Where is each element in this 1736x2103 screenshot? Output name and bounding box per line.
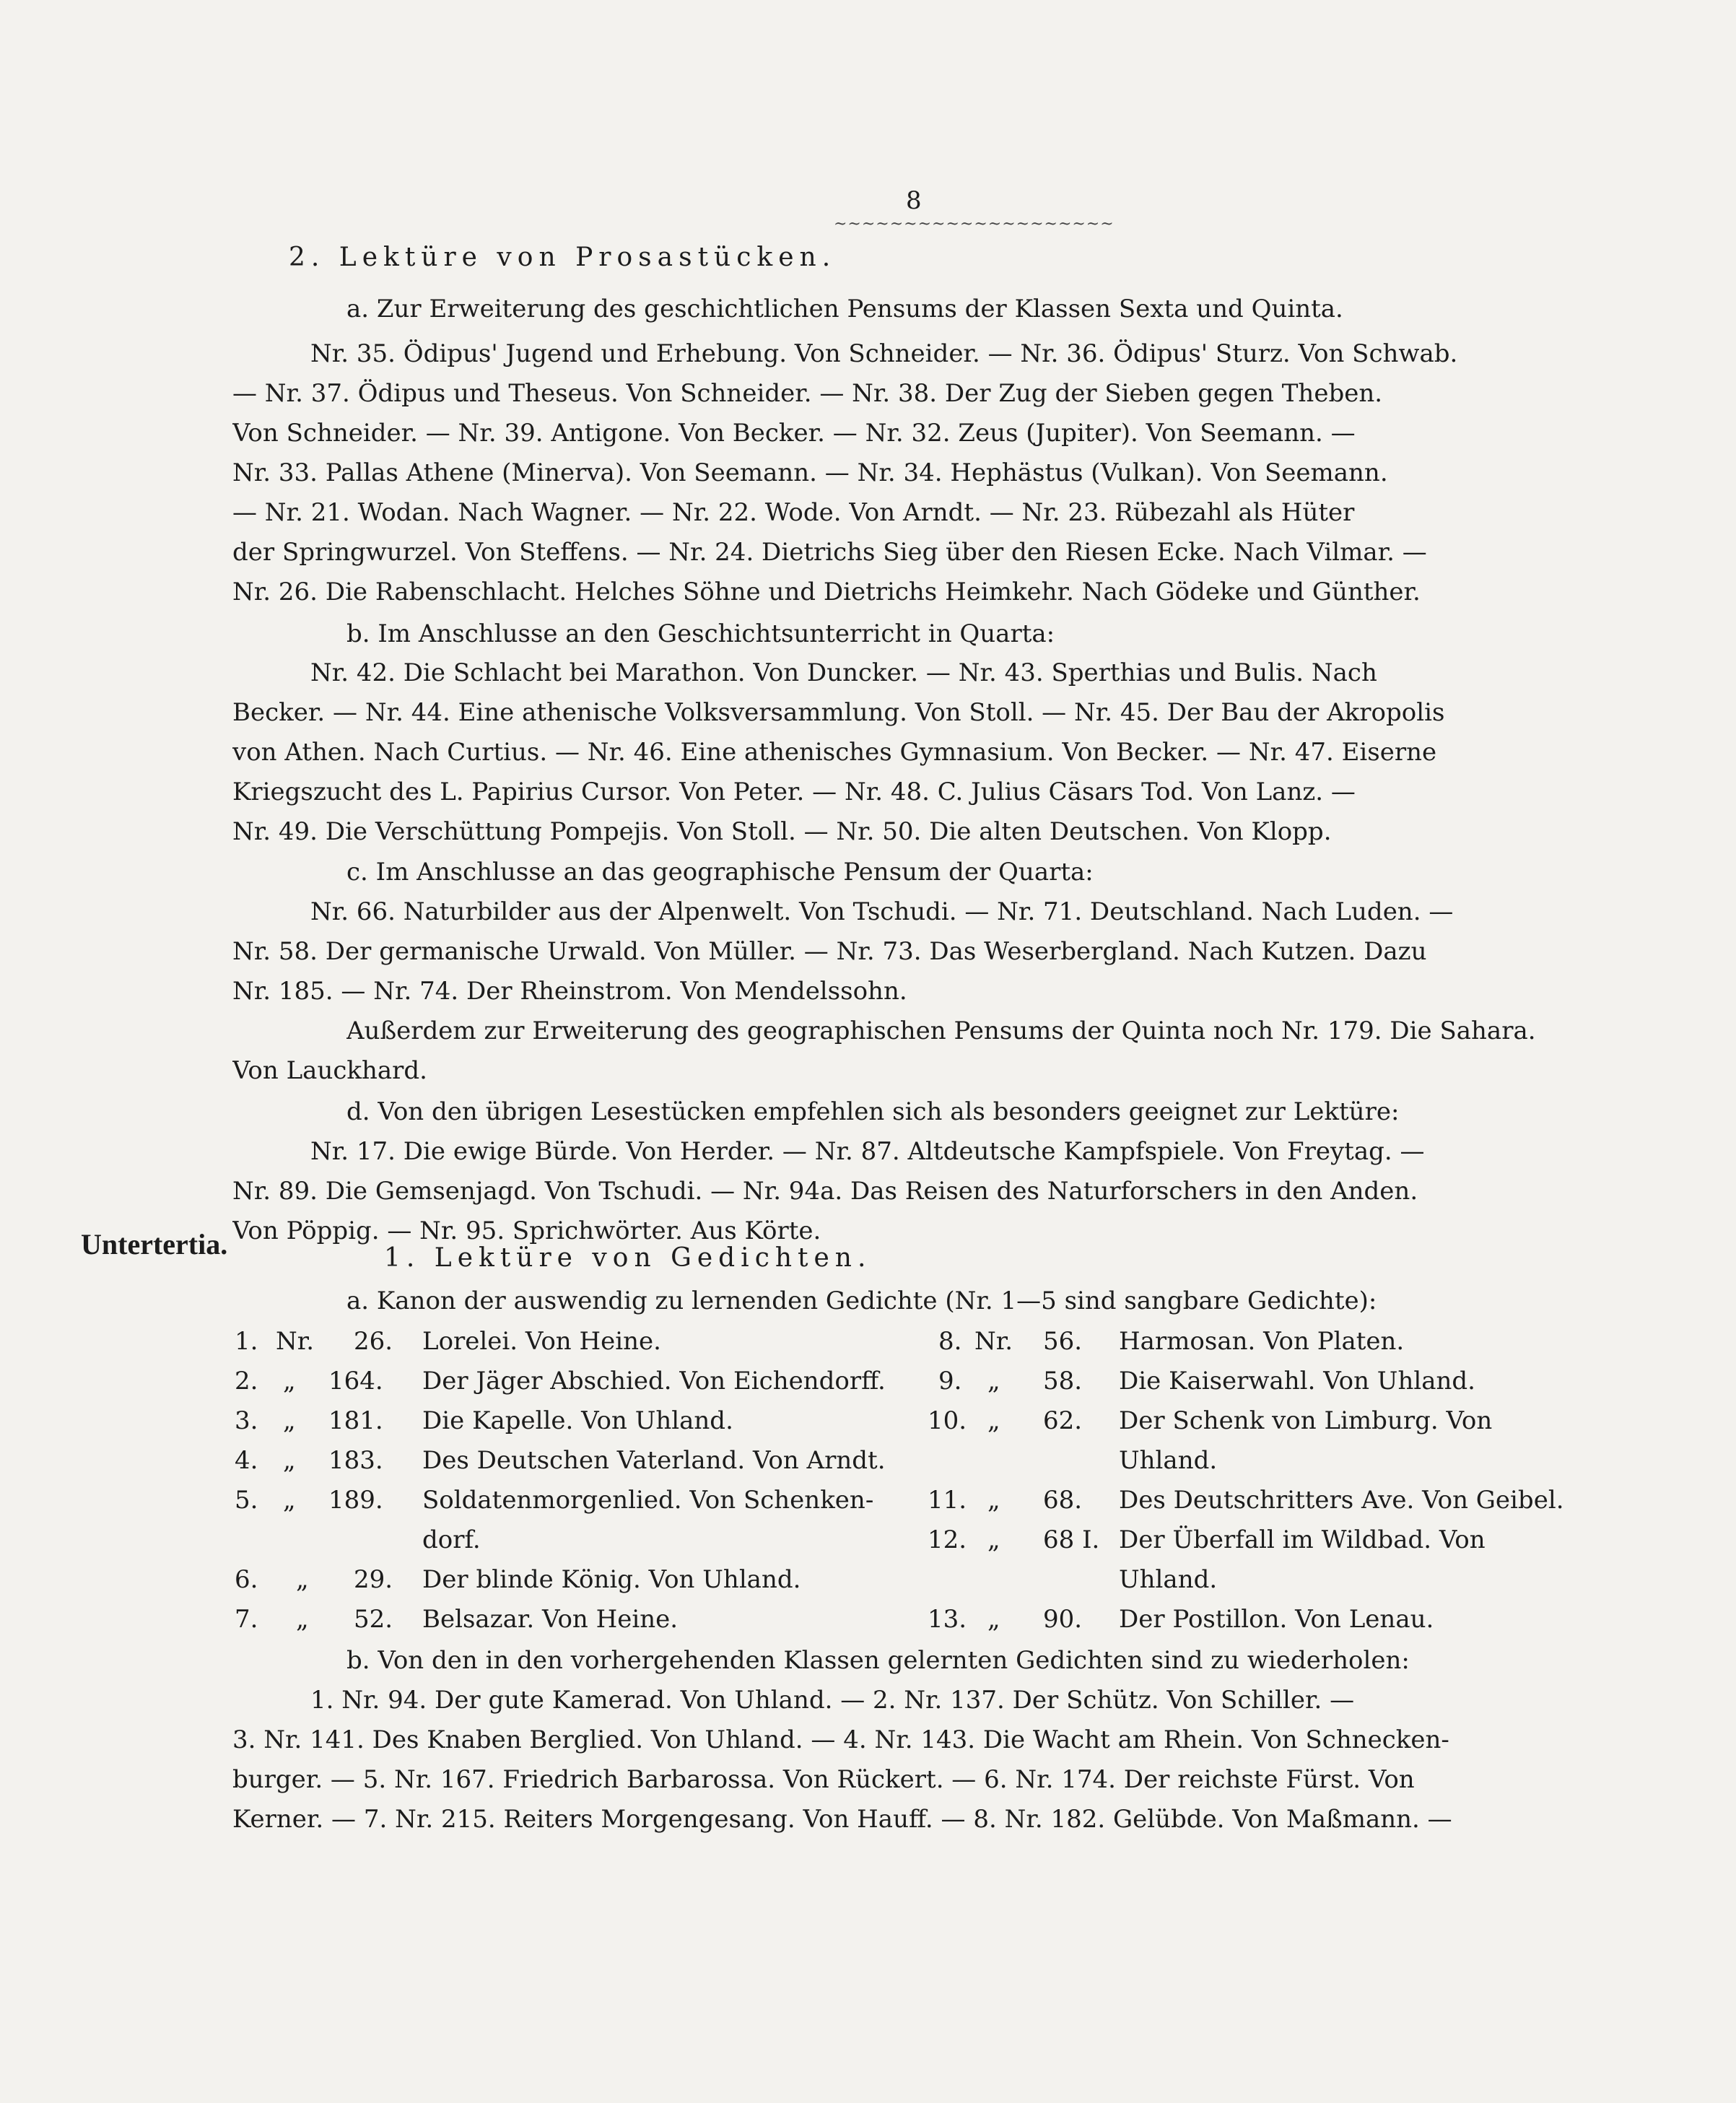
- poem-title: Harmosan. Von Platen.: [1119, 1327, 1405, 1356]
- section-b-title: b. Im Anschlusse an den Geschichtsunterricht in Quarta:: [346, 619, 1055, 648]
- list-number: 6.: [235, 1565, 258, 1594]
- poem-number: 52.: [354, 1605, 393, 1634]
- text-line: Von Pöppig. — Nr. 95. Sprichwörter. Aus Körte.: [232, 1216, 821, 1245]
- section-d-title: d. Von den übrigen Lesestücken empfehlen sich als besonders geeignet zur Lektüre:: [346, 1097, 1400, 1126]
- section-a-title: a. Kanon der auswendig zu lernenden Gedichte (Nr. 1—5 sind sangbare Gedichte):: [346, 1286, 1377, 1315]
- poem-number: 68 I.: [1043, 1525, 1100, 1554]
- poem-number: 189.: [328, 1486, 383, 1515]
- text-line: 3. Nr. 141. Des Knaben Berglied. Von Uhland. — 4. Nr. 143. Die Wacht am Rhein. Von Schnecken-: [232, 1725, 1449, 1754]
- text-line: Becker. — Nr. 44. Eine athenische Volksversammlung. Von Stoll. — Nr. 45. Der Bau der Akropolis: [232, 698, 1445, 727]
- list-number: 1.: [235, 1327, 258, 1356]
- poem-title: Die Kaiserwahl. Von Uhland.: [1119, 1367, 1475, 1396]
- list-number: 12.: [928, 1525, 967, 1554]
- text-line: Kerner. — 7. Nr. 215. Reiters Morgengesang. Von Hauff. — 8. Nr. 182. Gelübde. Von Maßmann. —: [232, 1805, 1452, 1834]
- nr-prefix: „: [283, 1367, 296, 1396]
- text-line: Nr. 17. Die ewige Bürde. Von Herder. — Nr. 87. Altdeutsche Kampfspiele. Von Freytag. —: [310, 1137, 1425, 1166]
- text-line: 1. Nr. 94. Der gute Kamerad. Von Uhland. — 2. Nr. 137. Der Schütz. Von Schiller. —: [310, 1686, 1355, 1715]
- poem-number: 26.: [354, 1327, 393, 1356]
- section-c-title: c. Im Anschlusse an das geographische Pensum der Quarta:: [346, 858, 1094, 887]
- poem-title: Der Überfall im Wildbad. Von: [1119, 1525, 1486, 1554]
- text-line: Nr. 33. Pallas Athene (Minerva). Von Seemann. — Nr. 34. Hephästus (Vulkan). Von Seemann.: [232, 458, 1388, 487]
- text-line: Nr. 185. — Nr. 74. Der Rheinstrom. Von Mendelssohn.: [232, 977, 907, 1006]
- poem-number: 183.: [328, 1446, 383, 1475]
- poem-title: Der Jäger Abschied. Von Eichendorff.: [422, 1367, 886, 1396]
- class-label: Untertertia.: [81, 1228, 228, 1261]
- poem-title: Der Schenk von Limburg. Von: [1119, 1406, 1493, 1435]
- nr-prefix: Nr.: [974, 1327, 1013, 1356]
- text-line: Nr. 66. Naturbilder aus der Alpenwelt. Von Tschudi. — Nr. 71. Deutschland. Nach Luden. —: [310, 897, 1454, 926]
- ornament-rule: ~~~~~~~~~~~~~~~~~~~~: [834, 215, 1115, 233]
- list-number: 10.: [928, 1406, 967, 1435]
- prosa-heading: 2. Lektüre von Prosastücken.: [289, 243, 837, 272]
- section-b-title: b. Von den in den vorhergehenden Klassen gelernten Gedichten sind zu wiederholen:: [346, 1646, 1410, 1675]
- nr-prefix: „: [283, 1486, 296, 1515]
- poem-number: 58.: [1043, 1367, 1083, 1396]
- nr-prefix: „: [296, 1565, 309, 1594]
- poem-title: Die Kapelle. Von Uhland.: [422, 1406, 733, 1435]
- nr-prefix: Nr.: [276, 1327, 315, 1356]
- text-line: Nr. 26. Die Rabenschlacht. Helches Söhne und Dietrichs Heimkehr. Nach Gödeke und Günther.: [232, 578, 1421, 606]
- poem-title-continued: dorf.: [422, 1525, 481, 1554]
- text-line: — Nr. 37. Ödipus und Theseus. Von Schneider. — Nr. 38. Der Zug der Sieben gegen Theben.: [232, 379, 1383, 408]
- nr-prefix: „: [987, 1525, 1000, 1554]
- poem-number: 62.: [1043, 1406, 1083, 1435]
- text-line: Von Lauckhard.: [232, 1056, 427, 1085]
- list-number: 11.: [928, 1486, 967, 1515]
- text-line: Nr. 89. Die Gemsenjagd. Von Tschudi. — Nr. 94a. Das Reisen des Naturforschers in den Anden.: [232, 1177, 1418, 1206]
- text-line: Nr. 42. Die Schlacht bei Marathon. Von Duncker. — Nr. 43. Sperthias und Bulis. Nach: [310, 658, 1377, 687]
- poem-title-continued: Uhland.: [1119, 1446, 1218, 1475]
- text-line: von Athen. Nach Curtius. — Nr. 46. Eine athenisches Gymnasium. Von Becker. — Nr. 47. Eiserne: [232, 738, 1437, 767]
- list-number: 8.: [938, 1327, 962, 1356]
- poem-title: Der blinde König. Von Uhland.: [422, 1565, 801, 1594]
- text-line: Kriegszucht des L. Papirius Cursor. Von Peter. — Nr. 48. C. Julius Cäsars Tod. Von Lanz. —: [232, 778, 1356, 806]
- list-number: 3.: [235, 1406, 258, 1435]
- nr-prefix: „: [987, 1367, 1000, 1396]
- text-line: Nr. 35. Ödipus' Jugend und Erhebung. Von Schneider. — Nr. 36. Ödipus' Sturz. Von Schwab.: [310, 339, 1458, 368]
- nr-prefix: „: [283, 1446, 296, 1475]
- poem-number: 56.: [1043, 1327, 1083, 1356]
- text-line: der Springwurzel. Von Steffens. — Nr. 24. Dietrichs Sieg über den Riesen Ecke. Nach Vilmar. —: [232, 538, 1427, 567]
- text-line: — Nr. 21. Wodan. Nach Wagner. — Nr. 22. Wode. Von Arndt. — Nr. 23. Rübezahl als Hüter: [232, 498, 1355, 527]
- nr-prefix: „: [283, 1406, 296, 1435]
- gedichte-heading: 1. Lektüre von Gedichten.: [384, 1243, 872, 1273]
- list-number: 13.: [928, 1605, 967, 1634]
- text-line: Von Schneider. — Nr. 39. Antigone. Von Becker. — Nr. 32. Zeus (Jupiter). Von Seemann. —: [232, 419, 1356, 448]
- poem-title: Lorelei. Von Heine.: [422, 1327, 661, 1356]
- text-line: Außerdem zur Erweiterung des geographischen Pensums der Quinta noch Nr. 179. Die Sahara.: [346, 1016, 1536, 1045]
- list-number: 9.: [938, 1367, 962, 1396]
- list-number: 5.: [235, 1486, 258, 1515]
- nr-prefix: „: [296, 1605, 309, 1634]
- text-line: Nr. 58. Der germanische Urwald. Von Müller. — Nr. 73. Das Weserbergland. Nach Kutzen. Dazu: [232, 937, 1427, 966]
- poem-title: Belsazar. Von Heine.: [422, 1605, 679, 1634]
- text-line: Nr. 49. Die Verschüttung Pompejis. Von Stoll. — Nr. 50. Die alten Deutschen. Von Klopp.: [232, 817, 1332, 846]
- poem-title: Des Deutschritters Ave. Von Geibel.: [1119, 1486, 1564, 1515]
- section-a-title: a. Zur Erweiterung des geschichtlichen Pensums der Klassen Sexta und Quinta.: [346, 295, 1343, 323]
- nr-prefix: „: [987, 1605, 1000, 1634]
- poem-title: Des Deutschen Vaterland. Von Arndt.: [422, 1446, 886, 1475]
- list-number: 2.: [235, 1367, 258, 1396]
- poem-number: 90.: [1043, 1605, 1083, 1634]
- text-line: burger. — 5. Nr. 167. Friedrich Barbarossa. Von Rückert. — 6. Nr. 174. Der reichste Fürst. Von: [232, 1765, 1415, 1794]
- page-number: 8: [906, 186, 922, 215]
- list-number: 7.: [235, 1605, 258, 1634]
- poem-title: Soldatenmorgenlied. Von Schenken-: [422, 1486, 874, 1515]
- poem-number: 68.: [1043, 1486, 1083, 1515]
- poem-title: Der Postillon. Von Lenau.: [1119, 1605, 1434, 1634]
- poem-number: 164.: [328, 1367, 383, 1396]
- list-number: 4.: [235, 1446, 258, 1475]
- poem-title-continued: Uhland.: [1119, 1565, 1218, 1594]
- poem-number: 29.: [354, 1565, 393, 1594]
- poem-number: 181.: [328, 1406, 383, 1435]
- nr-prefix: „: [987, 1406, 1000, 1435]
- nr-prefix: „: [987, 1486, 1000, 1515]
